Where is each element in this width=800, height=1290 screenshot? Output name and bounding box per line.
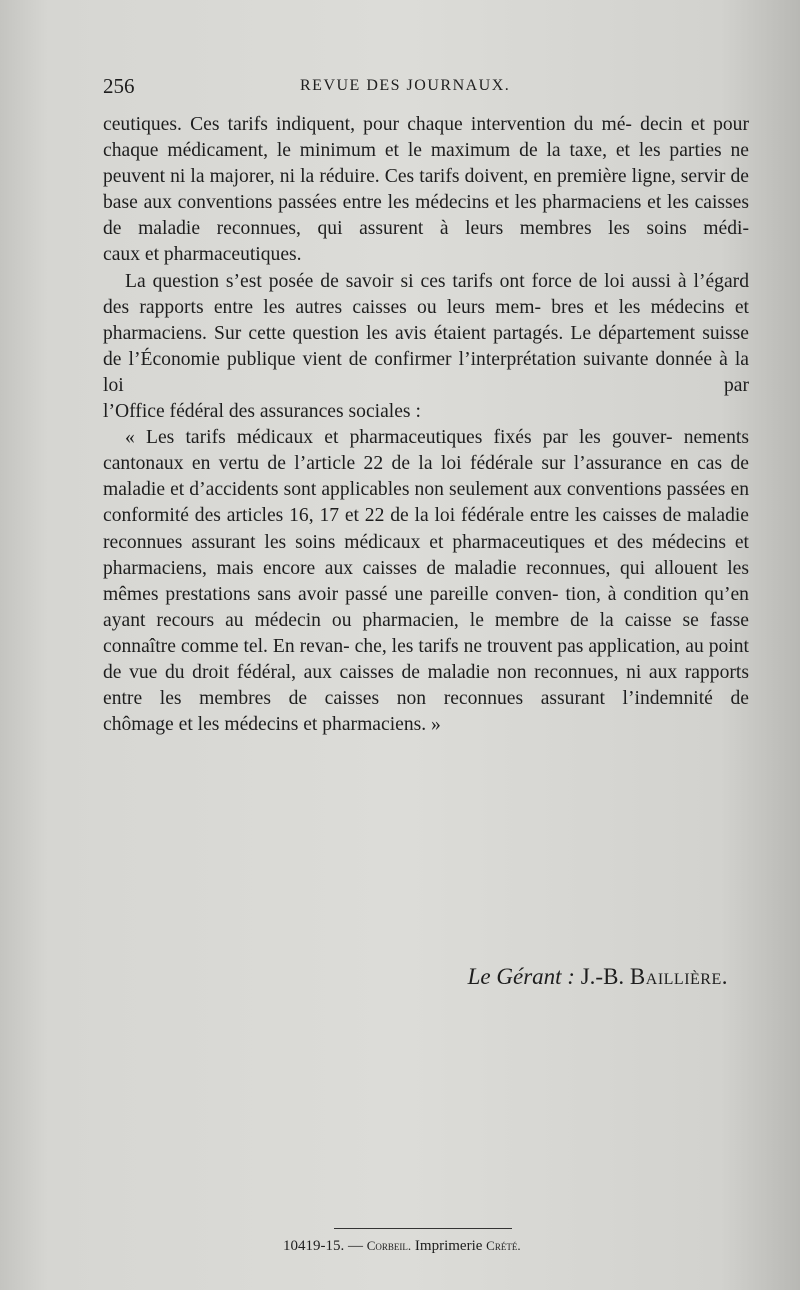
text-line: 17 et 22 de la loi fédérale entre les caisses de maladie reconnues (103, 505, 750, 553)
text-line: et pharmaciens, mais encore aux caisses de maladie reconnues, qui (103, 531, 749, 579)
paragraph-end (103, 242, 749, 268)
text-line: le membre de la caisse se fasse connaître comme tel. En revan- (103, 609, 749, 657)
footer-rule (334, 1228, 512, 1229)
text-line: vient de confirmer l’interprétation suivante donnée à la loi par (103, 348, 750, 396)
text-line: La question s’est posée de savoir si ces tarifs ont force de loi (125, 270, 625, 292)
text-line: étaient partagés. Le département suisse de l’Économie publique (103, 322, 750, 370)
text-line: « Les tarifs médicaux et pharmaceutiques fixés par les gouver- (125, 427, 673, 449)
imprint-name: Crété. (486, 1238, 521, 1253)
text-line: caux et pharmaceutiques. (103, 244, 302, 266)
text-line: fédéral, aux caisses de maladie non reconnues, ni aux rapports entre (103, 661, 749, 710)
paragraph (103, 269, 749, 399)
text-line: Ces tarifs doivent, en première ligne, servir de base aux conventions (103, 166, 749, 214)
text-line: maladie reconnues, qui assurent à leurs membres les soins médi- (138, 218, 749, 240)
text-line: nements cantonaux en vertu de l’article 22 de la loi fédérale sur (103, 427, 749, 475)
text-line: tion, à condition qu’en ayant recours au médecin ou pharmacien, (103, 583, 749, 631)
text-line: passées entre les médecins et les pharmaciens et les caisses de (103, 192, 749, 240)
text-line: bres et les médecins et pharmaciens. Sur cette question les avis (103, 296, 750, 344)
text-line: decin et pour chaque médicament, le minimum et le maximum (103, 114, 749, 162)
printer-imprint (283, 1238, 521, 1255)
signature-label: Le Gérant : (467, 964, 575, 989)
imprint-number: 10419-15. — (283, 1238, 363, 1254)
running-title: REVUE DES JOURNAUX. (300, 77, 511, 94)
text-line: che, les tarifs ne trouvent pas application, au point de vue du droit (103, 635, 749, 683)
imprint-city: Corbeil. (366, 1238, 412, 1253)
paragraph-end (103, 712, 749, 738)
signature-initials: J.-B. (580, 964, 625, 989)
text-line: aussi à l’égard des rapports entre les autres caisses ou leurs mem- (103, 270, 749, 318)
signature (468, 964, 728, 990)
page-number: 256 (103, 74, 135, 98)
signature-surname: Baillière. (629, 964, 728, 989)
text-line: l’assurance en cas de maladie et d’accidents sont applicables non (103, 453, 749, 501)
article-body (103, 112, 749, 738)
text-line: ceutiques. Ces tarifs indiquent, pour chaque intervention du mé- (103, 114, 632, 135)
page-header (103, 74, 703, 104)
text-line: seulement aux conventions passées en conformité des articles 16, (103, 479, 749, 527)
text-line: l’Office fédéral des assurances sociales : (103, 401, 421, 423)
text-line: les membres de caisses non reconnues assurant l’indemnité de (159, 688, 749, 710)
text-line: allouent les mêmes prestations sans avoir passé une pareille conven- (103, 557, 749, 605)
text-line: assurant les soins médicaux et pharmaceutiques et des médecins (191, 531, 726, 553)
text-line: chômage et les médecins et pharmaciens. » (103, 714, 441, 736)
text-line: de la taxe, et les parties ne peuvent ni la majorer, ni la réduire. (103, 140, 750, 188)
paragraph (103, 112, 749, 242)
paragraph-end (103, 399, 749, 425)
imprint-printer: Imprimerie (414, 1238, 483, 1254)
quoted-paragraph (103, 425, 749, 712)
